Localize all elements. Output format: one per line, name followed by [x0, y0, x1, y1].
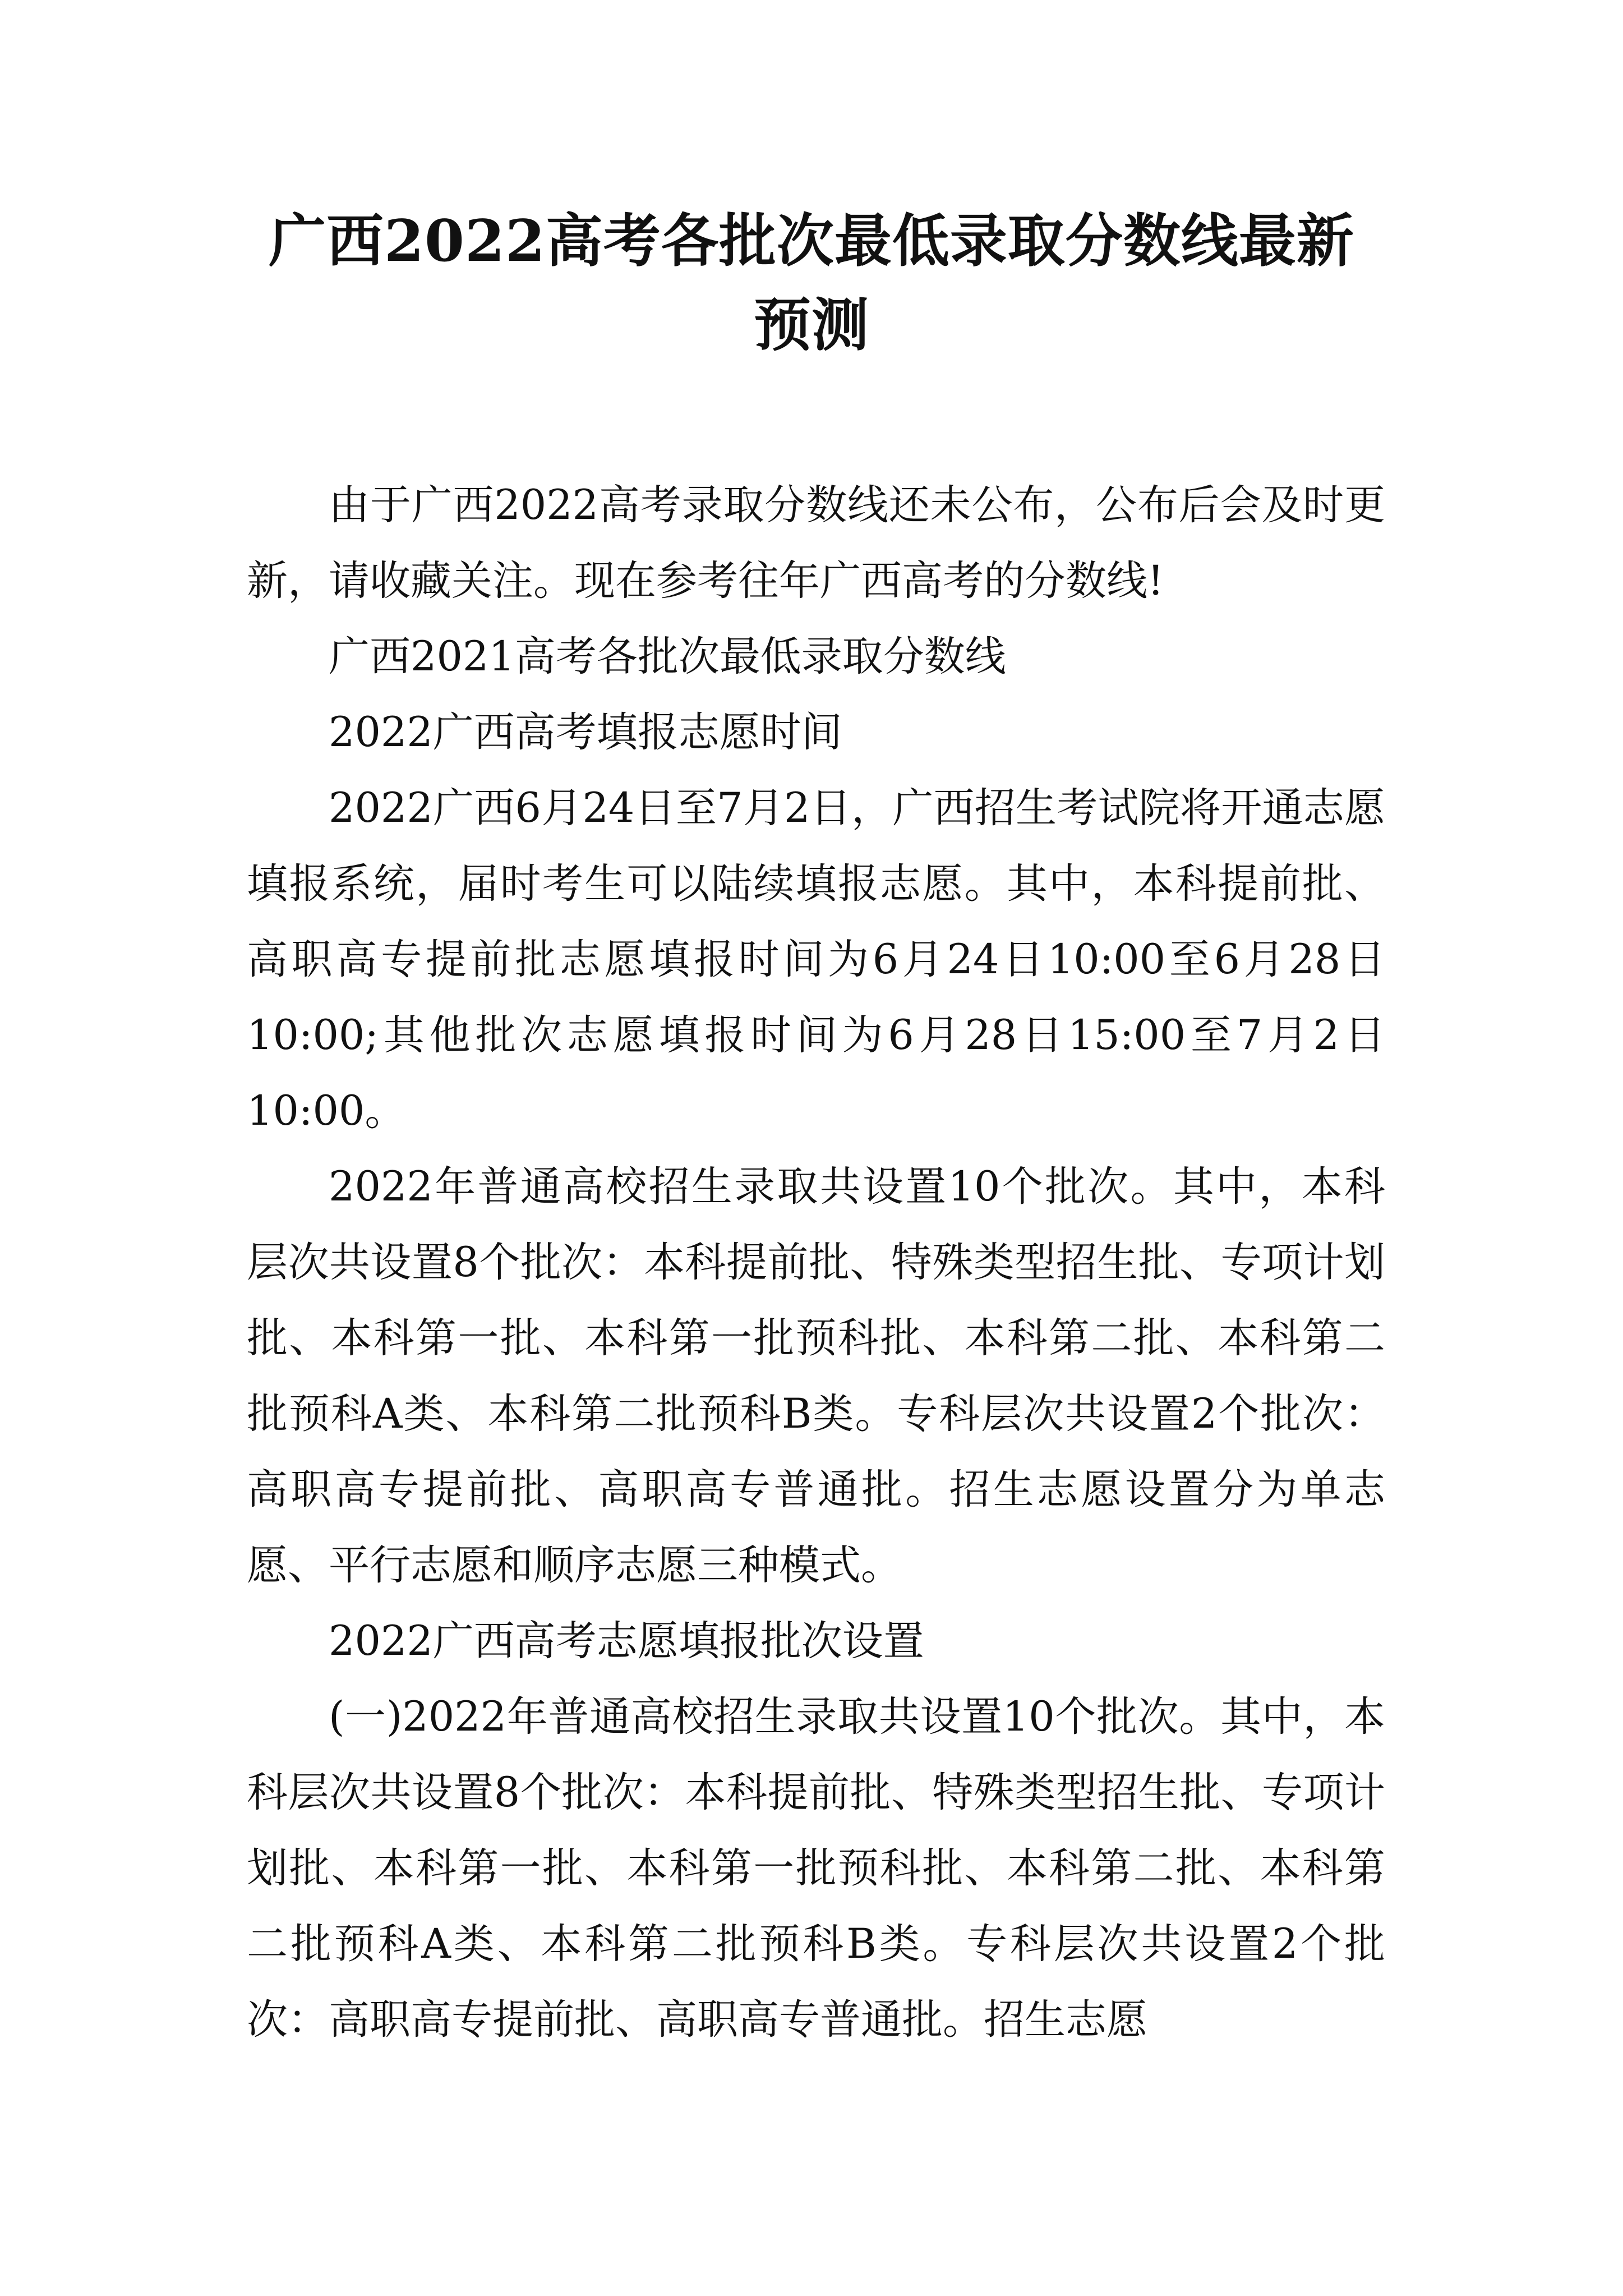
- paragraph-intro: 由于广西2022高考录取分数线还未公布，公布后会及时更新，请收藏关注。现在参考往年广西高考的分数线!: [247, 481, 1385, 605]
- document-body: [247, 467, 1385, 2058]
- paragraph-fill-time: 2022广西6月24日至7月2日，广西招生考试院将开通志愿填报系统，届时考生可以陆续填报志愿。其中，本科提前批、高职高专提前批志愿填报时间为6月24日10:00至6月28日10:00;其他批次志愿填报时间为6月28日15:00至7月2日10:00。: [247, 784, 1385, 1135]
- paragraph-2021-heading: 广西2021高考各批次最低录取分数线: [329, 633, 1006, 680]
- paragraph-batch-count: 2022年普通高校招生录取共设置10个批次。其中，本科层次共设置8个批次：本科提前批、特殊类型招生批、专项计划批、本科第一批、本科第一批预科批、本科第二批、本科第二批预科A类、本科第二批预科B类。专科层次共设置2个批次：高职高专提前批、高职高专普通批。招生志愿设置分为单志愿、平行志愿和顺序志愿三种模式。: [247, 1163, 1385, 1589]
- paragraph-batch-setting-1: (一)2022年普通高校招生录取共设置10个批次。其中，本科层次共设置8个批次：本科提前批、特殊类型招生批、专项计划批、本科第一批、本科第一批预科批、本科第二批、本科第二批预科A类、本科第二批预科B类。专科层次共设置2个批次：高职高专提前批、高职高专普通批。招生志愿: [247, 1693, 1385, 2044]
- paragraph-fill-time-heading: 2022广西高考填报志愿时间: [329, 708, 842, 756]
- paragraph-batch-setting-heading: 2022广西高考志愿填报批次设置: [329, 1617, 924, 1665]
- document-title: 广西2022高考各批次最低录取分数线最新预测: [269, 208, 1354, 359]
